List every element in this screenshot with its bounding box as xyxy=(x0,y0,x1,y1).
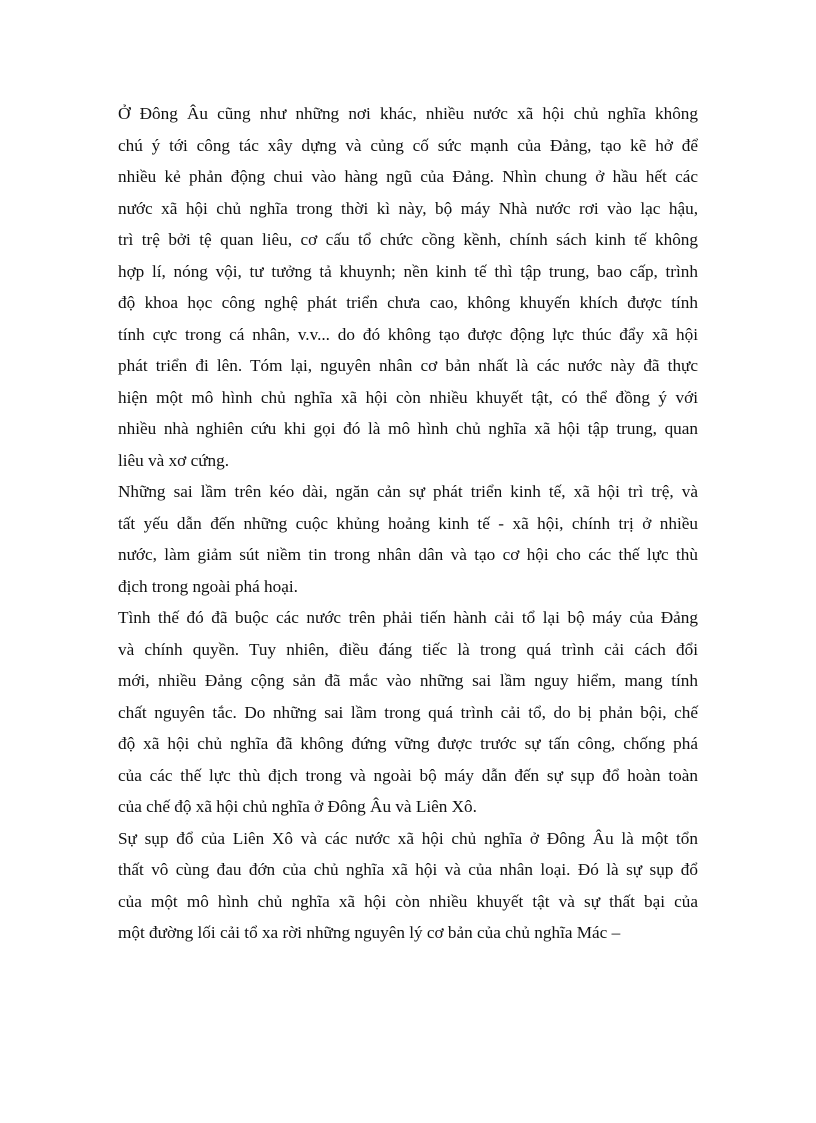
text-line: chất nguyên tắc. Do những sai lầm trong quá trình cải tổ, do bị phản bội, chế xyxy=(118,702,698,722)
text-line: nhiều kẻ phản động chui vào hàng ngũ của Đảng. Nhìn chung ở hầu hết các xyxy=(118,167,698,186)
text-line: tính cực trong cá nhân, v.v... do đó không tạo được động lực thúc đẩy xã hội xyxy=(118,324,698,344)
text-line: chú ý tới công tác xây dựng và củng cố sức mạnh của Đảng, tạo kẽ hở để xyxy=(118,135,698,155)
text-line: trì trệ bởi tệ quan liêu, cơ cấu tổ chức cồng kềnh, chính sách kinh tế không xyxy=(118,230,698,249)
text-line: phát triển đi lên. Tóm lại, nguyên nhân cơ bản nhất là các nước này đã thực xyxy=(118,356,698,375)
text-line: và chính quyền. Tuy nhiên, điều đáng tiếc là trong quá trình cải cách đổi xyxy=(118,639,698,659)
text-line: của một mô hình chủ nghĩa xã hội còn nhiều khuyết tật và sự thất bại của xyxy=(118,891,698,911)
text-line: của chế độ xã hội chủ nghĩa ở Đông Âu và Liên Xô. xyxy=(118,797,477,816)
text-line: tất yếu dẫn đến những cuộc khủng hoảng kinh tế - xã hội, chính trị ở nhiều xyxy=(118,513,698,533)
text-line: Ở Đông Âu cũng như những nơi khác, nhiều nước xã hội chủ nghĩa không xyxy=(118,104,698,123)
text-line: của các thế lực thù địch trong và ngoài bộ máy dẫn đến sự sụp đổ hoàn toàn xyxy=(118,765,698,785)
text-line: hiện một mô hình chủ nghĩa xã hội còn nhiều khuyết tật, có thể đồng ý với xyxy=(118,387,698,407)
text-line: nước xã hội chủ nghĩa trong thời kì này, bộ máy Nhà nước rơi vào lạc hậu, xyxy=(118,198,698,218)
text-line: nước, làm giảm sút niềm tin trong nhân dân và tạo cơ hội cho các thế lực thù xyxy=(118,545,698,564)
text-line: mới, nhiều Đảng cộng sản đã mắc vào những sai lầm nguy hiểm, mang tính xyxy=(118,671,698,690)
text-line: hợp lí, nóng vội, tư tưởng tả khuynh; nền kinh tế thì tập trung, bao cấp, trình xyxy=(118,261,698,281)
paragraph-4 xyxy=(118,823,698,949)
text-line: liêu và xơ cứng. xyxy=(118,450,229,470)
text-line: Sự sụp đổ của Liên Xô và các nước xã hội chủ nghĩa ở Đông Âu là một tổn xyxy=(118,828,698,848)
text-line: một đường lối cải tổ xa rời những nguyên lý cơ bản của chủ nghĩa Mác – xyxy=(118,923,621,942)
document-page xyxy=(118,98,698,949)
text-line: Tình thế đó đã buộc các nước trên phải tiến hành cải tổ lại bộ máy của Đảng xyxy=(118,608,698,627)
text-line: Những sai lầm trên kéo dài, ngăn cản sự phát triển kinh tế, xã hội trì trệ, và xyxy=(118,482,698,501)
text-line: độ xã hội chủ nghĩa đã không đứng vững được trước sự tấn công, chống phá xyxy=(118,734,698,753)
text-line: độ khoa học công nghệ phát triển chưa cao, không khuyến khích được tính xyxy=(118,293,698,312)
paragraph-3 xyxy=(118,602,698,823)
paragraph-1 xyxy=(118,98,698,476)
text-line: nhiều nhà nghiên cứu khi gọi đó là mô hình chủ nghĩa xã hội tập trung, quan xyxy=(118,419,698,438)
paragraph-2 xyxy=(118,476,698,602)
text-line: địch trong ngoài phá hoại. xyxy=(118,576,298,596)
text-line: thất vô cùng đau đớn của chủ nghĩa xã hội và của nhân loại. Đó là sự sụp đổ xyxy=(118,860,698,879)
